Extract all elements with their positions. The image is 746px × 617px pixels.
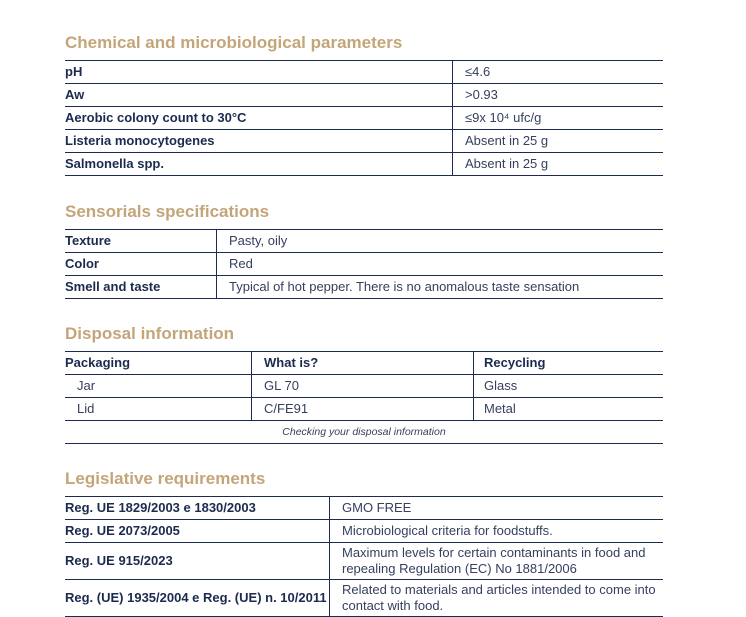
param-name: Aw [65,84,453,107]
table-row [65,84,663,107]
table-row [65,375,663,398]
table-row [65,253,663,276]
recycling-cell: Metal [474,398,664,421]
section-title: Legislative requirements [65,469,266,488]
regulation-name: Reg. UE 1829/2003 e 1830/2003 [65,497,330,520]
regulation-name: Reg. UE 2073/2005 [65,520,330,543]
section-title: Sensorials specifications [65,202,270,221]
disposal-note: Checking your disposal information [65,421,663,444]
regulation-description: GMO FREE [330,497,664,520]
table-row [65,153,663,176]
column-header: What is? [252,352,474,375]
regulation-description: Related to materials and articles intended to come into contact with food. [330,580,664,617]
chemical-section [65,33,663,176]
spec-value: Typical of hot pepper. There is no anomalous taste sensation [217,276,664,299]
section-title: Chemical and microbiological parameters [65,33,403,52]
spec-name: Texture [65,230,217,253]
table-row [65,61,663,84]
packaging-cell: Lid [65,398,252,421]
param-value: ≤9x 10⁴ ufc/g [453,107,664,130]
table-row [65,107,663,130]
regulation-description: Maximum levels for certain contaminants in food and repealing Regulation (EC) No 1881/2006 [330,543,664,580]
param-name: Aerobic colony count to 30°C [65,107,453,130]
table-row [65,520,663,543]
chemical-table [65,60,663,176]
section-title: Disposal information [65,324,235,343]
code-cell: C/FE91 [252,398,474,421]
spec-name: Color [65,253,217,276]
spec-value: Red [217,253,664,276]
recycling-cell: Glass [474,375,664,398]
packaging-cell: Jar [65,375,252,398]
param-value: >0.93 [453,84,664,107]
table-row [65,276,663,299]
spec-value: Pasty, oily [217,230,664,253]
spec-name: Smell and taste [65,276,217,299]
column-header: Recycling [474,352,664,375]
param-value: Absent in 25 g [453,130,664,153]
legislative-table [65,496,663,617]
table-header-row [65,352,663,375]
param-name: Salmonella spp. [65,153,453,176]
sensorial-table [65,229,663,299]
table-row [65,230,663,253]
note-row [65,421,663,444]
table-row [65,543,663,580]
column-header: Packaging [65,352,252,375]
sensorial-section [65,202,663,299]
param-name: pH [65,61,453,84]
disposal-section [65,324,663,444]
table-row [65,398,663,421]
disposal-table [65,351,663,444]
table-row [65,580,663,617]
param-value: Absent in 25 g [453,153,664,176]
regulation-description: Microbiological criteria for foodstuffs. [330,520,664,543]
table-row [65,130,663,153]
legislative-section [65,469,663,617]
param-name: Listeria monocytogenes [65,130,453,153]
regulation-name: Reg. UE 915/2023 [65,543,330,580]
regulation-name: Reg. (UE) 1935/2004 e Reg. (UE) n. 10/2011 [65,580,330,617]
table-row [65,497,663,520]
code-cell: GL 70 [252,375,474,398]
param-value: ≤4.6 [453,61,664,84]
